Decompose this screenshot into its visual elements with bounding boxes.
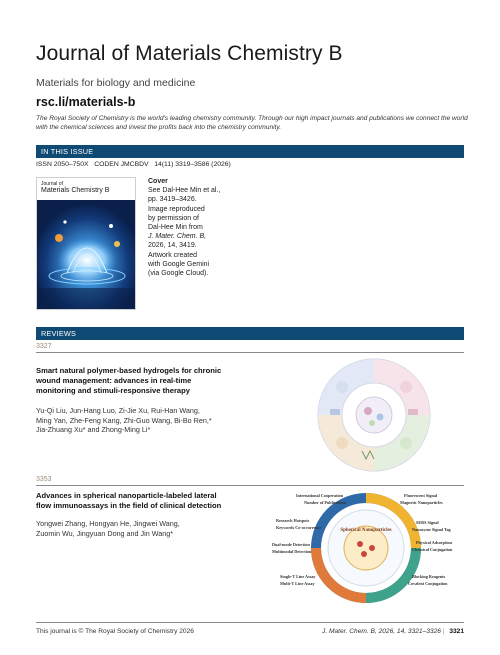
article-author-line: Yu-Qi Liu, Jun-Hang Luo, Zi-Jie Xu, Rui-Han Wang, (36, 406, 200, 415)
article-title-line: wound management: advances in real-time (36, 376, 192, 385)
cover-line: Dal-Hee Min from (148, 224, 203, 232)
article-author-line: Ming Yan, Zhe-Feng Kang, Zhi-Guo Wang, Bi-Bo Ren,* (36, 415, 212, 425)
cover-caption (148, 177, 253, 278)
lfia-label: Keywords Co-occurrence (276, 525, 322, 530)
article-title-line: Advances in spherical nanoparticle-labeled lateral (36, 491, 217, 500)
article-author-line: Yongwei Zhang, Hongyan He, Jingwei Wang, (36, 519, 180, 528)
lfia-center-label: Spherical Nanoparticles (340, 528, 392, 533)
article-title-line: monitoring and stimuli-responsive therapy (36, 386, 191, 395)
reviews-bar: REVIEWS (36, 327, 464, 340)
lfia-label: Chemical Conjugation (412, 547, 453, 552)
article-title-line: flow immunoassays in the field of clinical detection (36, 501, 222, 510)
in-this-issue-bar: IN THIS ISSUE (36, 145, 464, 158)
article-graphic-lfia (266, 488, 466, 610)
journal-url[interactable]: rsc.li/materials-b (36, 95, 136, 109)
footer-copyright: This journal is © The Royal Society of Chemistry 2026 (36, 628, 194, 635)
article-title[interactable] (36, 366, 264, 396)
lfia-label: SERS Signal (416, 520, 439, 525)
article-divider (36, 485, 464, 486)
lfia-label: Single-T Line Assay (280, 574, 316, 579)
lfia-label: Number of Publications (304, 500, 347, 505)
footer-page-number: 3321 (449, 628, 464, 635)
article-authors (36, 519, 266, 538)
lfia-label: Physical Adsorption (416, 540, 452, 545)
article-authors (36, 406, 266, 435)
article-divider (36, 352, 464, 353)
footer-citation: J. Mater. Chem. B, 2026, 14, 3321–3326 | 3321 (322, 628, 464, 635)
article-title[interactable] (36, 491, 264, 511)
cover-thumb-title-2: Materials Chemistry B (41, 187, 110, 194)
lfia-label: Covalent Conjugation (408, 581, 448, 586)
rsc-tagline: The Royal Society of Chemistry is the world's leading chemistry community. Through our high impact journals and publications we connect the world with the chemical sciences and invest the profits back into the chemistry community. (36, 115, 468, 131)
lfia-label: Dual-mode Detection (272, 542, 310, 547)
lfia-label: Magnetic Nanoparticles (400, 500, 443, 505)
lfia-label: Multimodal Detection (272, 549, 312, 554)
footer-divider (36, 622, 464, 623)
cover-line: J. Mater. Chem. B, (148, 233, 207, 241)
lfia-label: International Cooperation (296, 493, 344, 498)
lfia-label: Nanozyme Signal Tag (412, 527, 451, 532)
issn-line: ISSN 2050–750X CODEN JMCBDV 14(11) 3319–3586 (2026) (36, 161, 231, 168)
lfia-label: Research Hotspots (276, 518, 310, 523)
article-page-ref[interactable]: 3353 (36, 476, 52, 483)
lfia-label: Multi-T Line Assay (280, 581, 315, 586)
journal-title: Journal of Materials Chemistry B (36, 42, 343, 65)
cover-thumb-title-1: Journal of (41, 181, 63, 187)
cover-line: Artwork created (148, 251, 198, 259)
cover-line: with Google Gemini (148, 260, 210, 268)
cover-line: Image reproduced (148, 205, 205, 213)
cover-thumbnail[interactable] (36, 177, 136, 310)
lfia-label: Blocking Reagents (412, 574, 446, 579)
cover-line: by permission of (148, 214, 199, 222)
article-graphic-wound-hydrogel (312, 357, 436, 473)
cover-line: 2026, 14, 3419. (148, 242, 197, 250)
cover-line: (via Google Cloud). (148, 270, 209, 278)
article-author-line: Jia-Zhuang Xu* and Zhong-Ming Li* (36, 425, 151, 435)
article-page-ref[interactable]: 3327 (36, 343, 52, 350)
lfia-label: Fluorescent Signal (404, 493, 438, 498)
cover-heading: Cover (148, 178, 168, 185)
cover-line: See Dal-Hee Min et al., (148, 187, 221, 195)
article-title-line: Smart natural polymer-based hydrogels for chronic (36, 366, 222, 375)
article-author-line: Zuomin Wu, Jingyuan Dong and Jin Wang* (36, 528, 174, 538)
cover-artwork (37, 178, 136, 310)
journal-subtitle: Materials for biology and medicine (36, 77, 196, 89)
cover-line: pp. 3419–3426. (148, 196, 197, 204)
footer-citation-text: J. Mater. Chem. B, 2026, 14, 3321–3326 (322, 628, 441, 635)
